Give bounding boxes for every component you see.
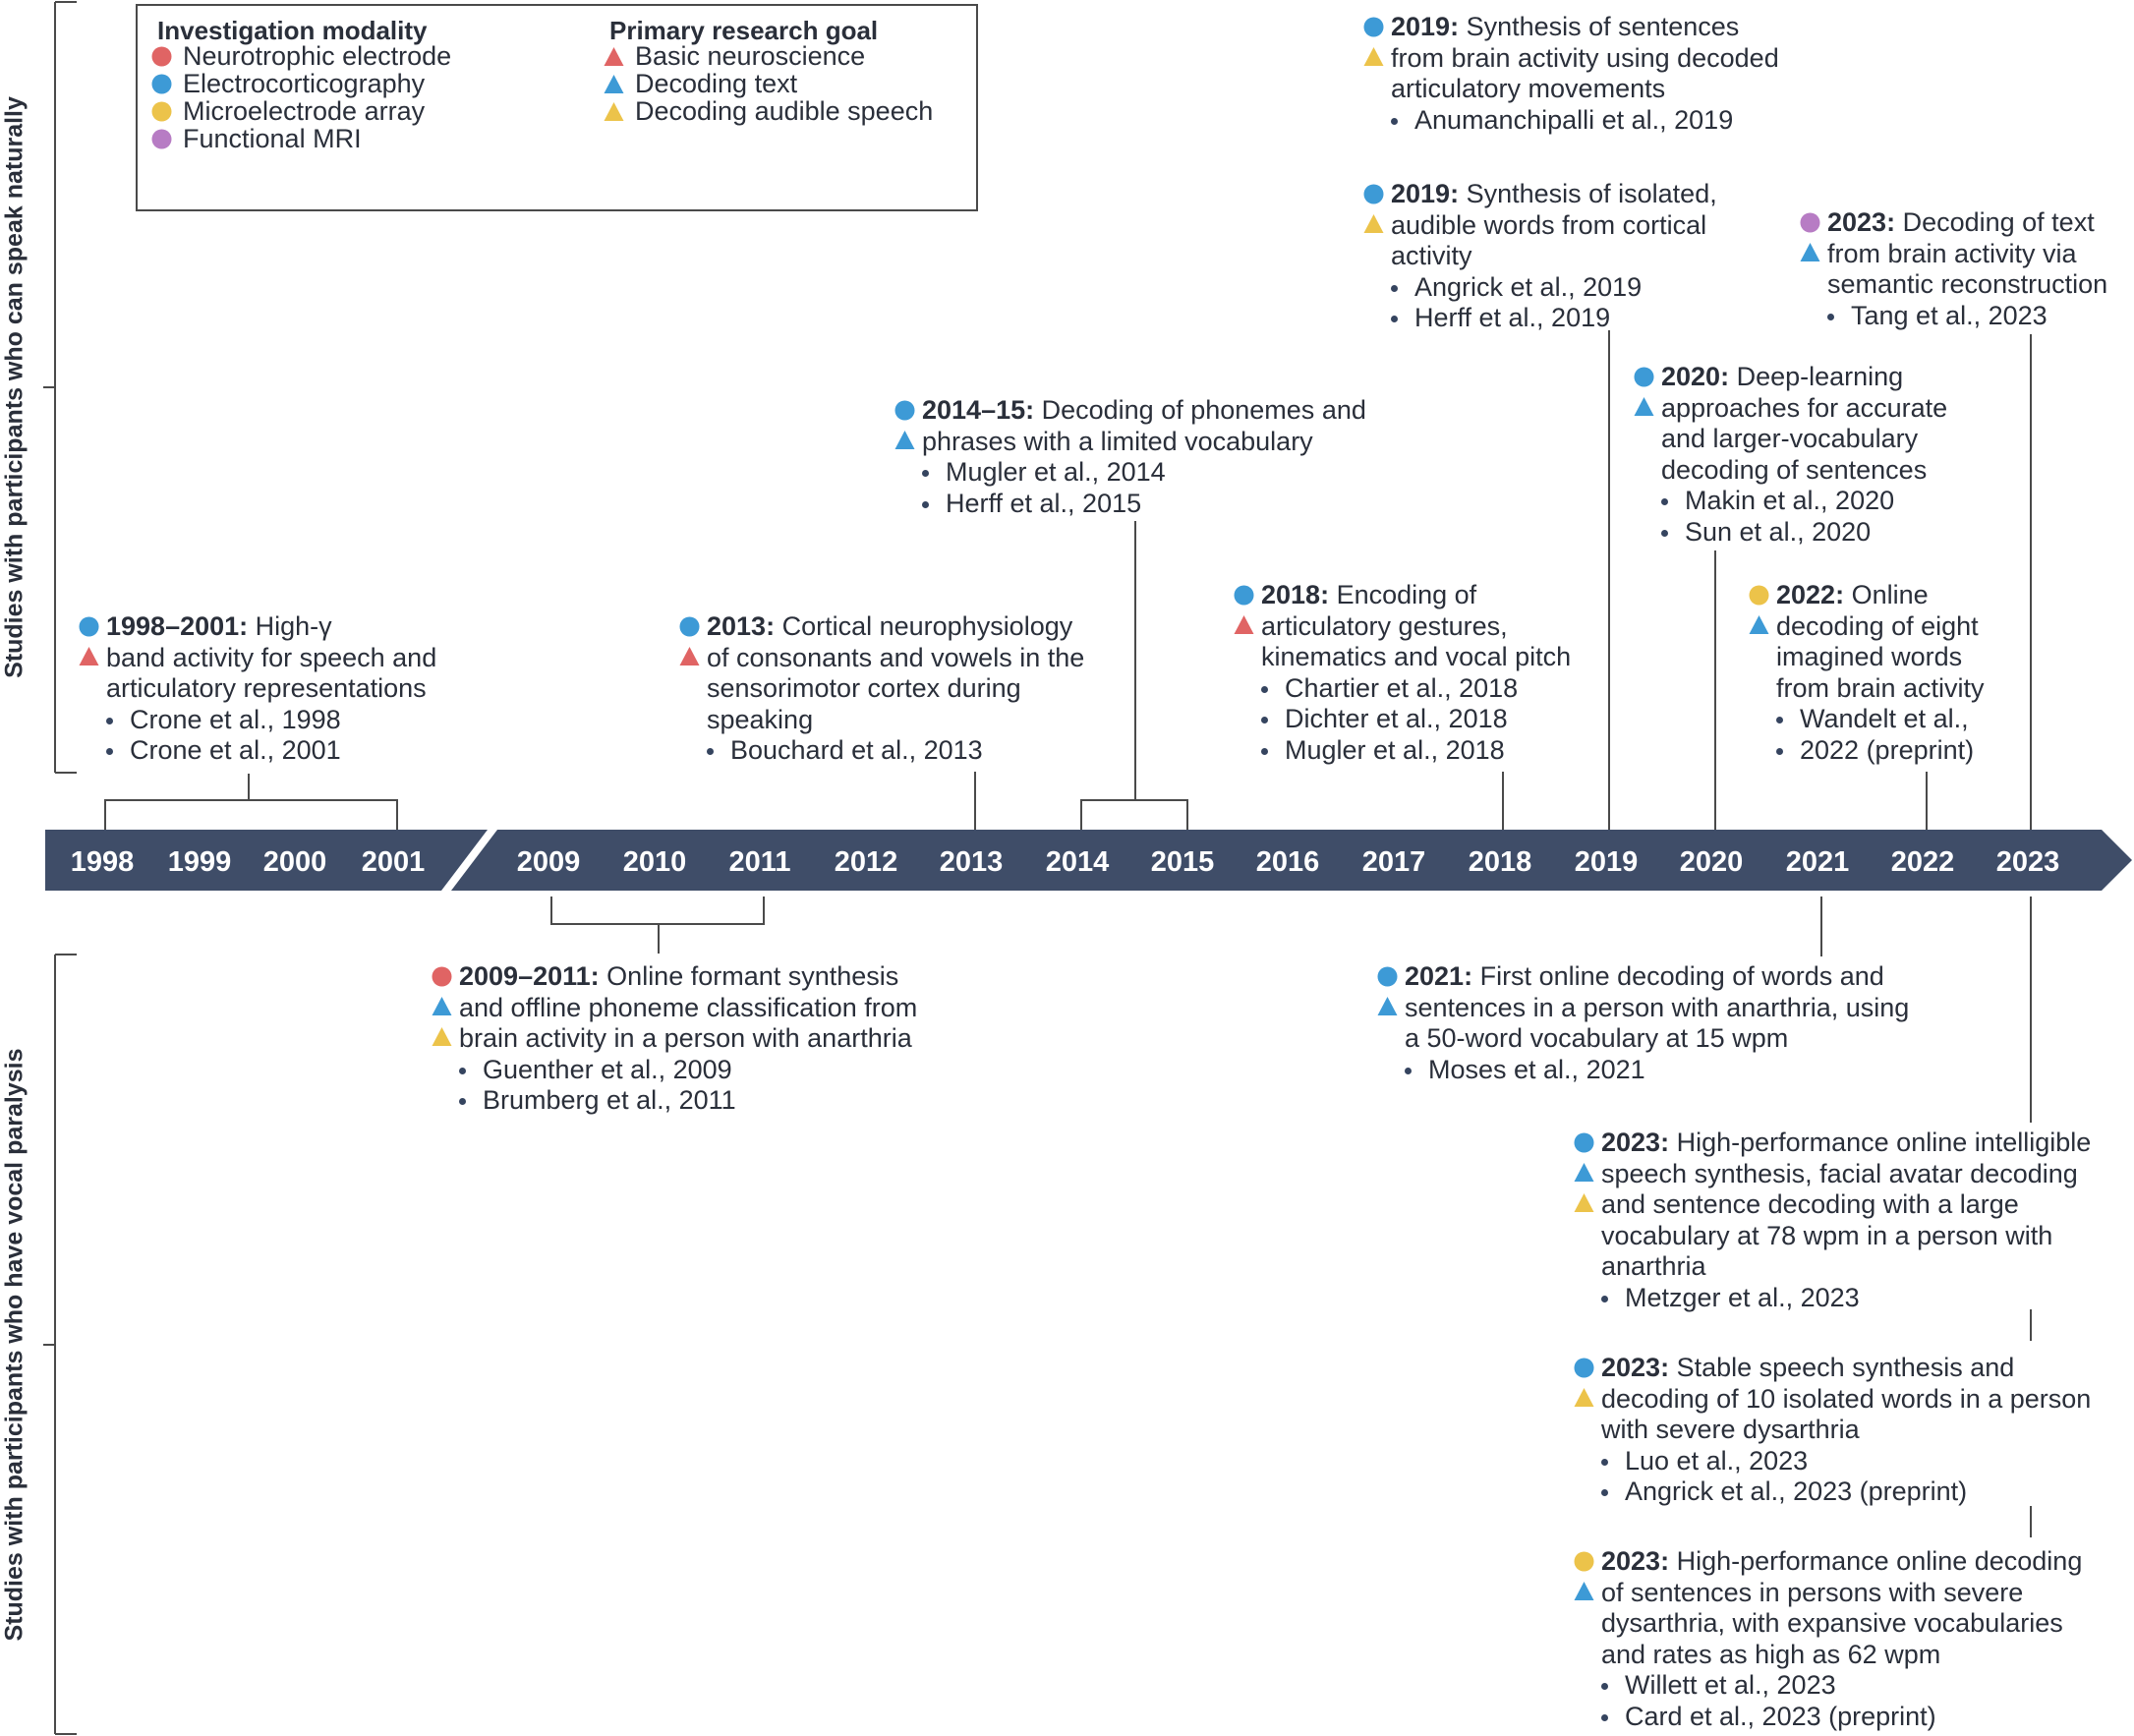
reference-text: Angrick et al., 2023 (preprint) xyxy=(1625,1476,1968,1506)
event-description-line: Stable speech synthesis and xyxy=(1676,1353,2015,1382)
event-description-line: Online xyxy=(1851,580,1929,609)
circle-marker-icon xyxy=(1363,184,1384,204)
year-label-2022: 2022 xyxy=(1890,846,1955,878)
legend-item-label: Neurotrophic electrode xyxy=(183,41,452,71)
connector-1998-2001 xyxy=(105,774,397,830)
event-description-line: articulatory movements xyxy=(1391,74,1666,103)
triangle-marker-icon xyxy=(604,46,624,67)
circle-marker-icon xyxy=(1749,585,1769,606)
circle-marker-icon xyxy=(1574,1132,1594,1153)
triangle-marker-icon xyxy=(1234,614,1254,635)
event-1998-2001 xyxy=(79,611,436,767)
event-description-line: Decoding of phonemes and xyxy=(1041,395,1366,425)
reference-item xyxy=(1749,735,1985,767)
event-year: 2009–2011: xyxy=(459,961,600,991)
year-label-2013: 2013 xyxy=(939,846,1004,878)
event-description-line: Cortical neurophysiology xyxy=(781,611,1073,641)
year-label-2001: 2001 xyxy=(361,846,426,878)
event-year: 2014–15: xyxy=(922,395,1035,425)
circle-marker-icon xyxy=(151,46,172,67)
event-2018 xyxy=(1234,580,1571,766)
event-description-line: phrases with a limited vocabulary xyxy=(922,426,1313,456)
bullet-icon xyxy=(1391,118,1398,125)
bullet-icon xyxy=(922,501,929,508)
reference-text: Chartier et al., 2018 xyxy=(1285,672,1519,703)
circle-marker-icon xyxy=(1574,1551,1594,1572)
bullet-icon xyxy=(922,470,929,477)
event-description-line: and larger-vocabulary xyxy=(1661,424,1919,453)
event-description-line: Encoding of xyxy=(1336,580,1477,609)
event-description-line: semantic reconstruction xyxy=(1827,269,2108,299)
event-2019-sentences xyxy=(1363,12,1779,136)
legend-item xyxy=(151,124,362,154)
triangle-marker-icon xyxy=(432,996,452,1016)
year-label-2015: 2015 xyxy=(1150,846,1215,878)
event-year: 2023: xyxy=(1601,1546,1670,1576)
circle-marker-icon xyxy=(1800,212,1820,233)
reference-item xyxy=(432,1085,917,1117)
reference-text: Guenther et al., 2009 xyxy=(483,1054,732,1084)
reference-item xyxy=(1634,486,1947,517)
event-description-line: and rates as high as 62 wpm xyxy=(1601,1639,1941,1669)
event-description-line: Deep-learning xyxy=(1736,362,1904,391)
year-label-2011: 2011 xyxy=(728,846,791,878)
legend-item xyxy=(604,69,797,99)
bullet-icon xyxy=(1601,1296,1608,1302)
reference-text: Sun et al., 2020 xyxy=(1685,516,1872,547)
event-description-line: speaking xyxy=(707,704,814,734)
bullet-icon xyxy=(1601,1489,1608,1496)
year-label-2009: 2009 xyxy=(516,846,581,878)
event-description-line: articulatory representations xyxy=(106,673,427,703)
event-2009-2011 xyxy=(432,961,917,1117)
event-description-line: decoding of sentences xyxy=(1661,454,1928,485)
bullet-icon xyxy=(106,718,113,724)
event-description-line: High-γ xyxy=(255,611,332,641)
legend-item-label: Decoding audible speech xyxy=(635,96,934,126)
event-description-line: imagined words xyxy=(1776,642,1963,671)
event-description-line: audible words from cortical xyxy=(1391,209,1707,240)
triangle-marker-icon xyxy=(1377,996,1398,1016)
event-description-line: a 50-word vocabulary at 15 wpm xyxy=(1405,1023,1789,1053)
reference-text: Anumanchipalli et al., 2019 xyxy=(1414,104,1734,135)
bullet-icon xyxy=(1776,748,1783,755)
legend-item-label: Decoding text xyxy=(635,69,798,98)
event-description-line: Decoding of text xyxy=(1902,207,2095,237)
legend-item-label: Functional MRI xyxy=(183,124,362,153)
bullet-icon xyxy=(1391,285,1398,292)
event-2014-15 xyxy=(894,395,1366,519)
bullet-icon xyxy=(459,1098,466,1105)
reference-item xyxy=(79,705,436,736)
connector-2014-15 xyxy=(1081,521,1187,830)
event-description-line: anarthria xyxy=(1601,1251,1706,1281)
circle-marker-icon xyxy=(1574,1358,1594,1378)
event-description-line: of consonants and vowels in the xyxy=(707,642,1085,672)
event-year: 2023: xyxy=(1601,1128,1670,1157)
bullet-icon xyxy=(1405,1068,1412,1074)
bullet-icon xyxy=(707,748,714,755)
reference-text: Makin et al., 2020 xyxy=(1685,486,1895,515)
reference-text: Luo et al., 2023 xyxy=(1625,1445,1809,1476)
year-label-2023: 2023 xyxy=(1995,846,2060,878)
triangle-marker-icon xyxy=(894,430,915,450)
reference-text: Moses et al., 2021 xyxy=(1428,1054,1645,1084)
event-2023-speech-synthesis-avatar xyxy=(1574,1128,2091,1313)
triangle-marker-icon xyxy=(604,74,624,94)
reference-item xyxy=(1363,272,1717,304)
event-description-line: Synthesis of isolated, xyxy=(1466,179,1717,208)
event-2019-isolated-words xyxy=(1363,179,1717,334)
event-description-line: articulatory gestures, xyxy=(1261,610,1508,641)
triangle-marker-icon xyxy=(1363,213,1384,234)
bracket-vocal-paralysis xyxy=(43,955,77,1734)
bullet-icon xyxy=(1261,686,1268,693)
event-year: 2023: xyxy=(1601,1353,1670,1382)
legend-item-label: Electrocorticography xyxy=(183,69,426,98)
bullet-icon xyxy=(1601,1459,1608,1466)
circle-marker-icon xyxy=(679,616,700,637)
triangle-marker-icon xyxy=(1574,1192,1594,1213)
event-description-line: First online decoding of words and xyxy=(1479,961,1884,991)
event-description-line: decoding of 10 isolated words in a person xyxy=(1601,1383,2092,1414)
reference-item xyxy=(1234,673,1571,705)
event-2023-stable-synthesis xyxy=(1574,1353,2091,1508)
reference-item xyxy=(1377,1055,1909,1086)
bracket-speak-naturally xyxy=(43,2,77,773)
reference-item xyxy=(1574,1702,2082,1733)
year-label-2016: 2016 xyxy=(1255,846,1320,878)
event-description-line: approaches for accurate xyxy=(1661,392,1948,423)
event-year: 2013: xyxy=(707,611,776,641)
event-2021 xyxy=(1377,961,1909,1085)
event-description-line: High-performance online intelligible xyxy=(1676,1128,2092,1157)
legend-item xyxy=(151,96,425,127)
reference-item xyxy=(432,1055,917,1086)
reference-text: Mugler et al., 2014 xyxy=(946,457,1166,487)
event-description-line: and sentence decoding with a large xyxy=(1601,1189,2019,1219)
reference-item xyxy=(1634,517,1947,549)
reference-item xyxy=(1234,735,1571,767)
reference-item xyxy=(679,735,1084,767)
event-description-line: vocabulary at 78 wpm in a person with xyxy=(1601,1220,2053,1250)
event-description-line: Online formant synthesis xyxy=(606,961,899,991)
event-year: 2021: xyxy=(1405,961,1473,991)
reference-item xyxy=(1749,704,1985,735)
triangle-marker-icon xyxy=(432,1026,452,1047)
reference-item xyxy=(1800,301,2107,332)
circle-marker-icon xyxy=(151,129,172,149)
event-description-line: from brain activity xyxy=(1776,672,1985,703)
triangle-marker-icon xyxy=(1574,1162,1594,1183)
year-label-2014: 2014 xyxy=(1045,846,1110,878)
circle-marker-icon xyxy=(1634,367,1654,387)
triangle-marker-icon xyxy=(79,646,99,666)
year-label-2018: 2018 xyxy=(1468,846,1532,878)
reference-text: Metzger et al., 2023 xyxy=(1625,1282,1860,1312)
legend-item xyxy=(604,41,865,72)
reference-item xyxy=(1574,1283,2091,1314)
circle-marker-icon xyxy=(151,74,172,94)
event-year: 2022: xyxy=(1776,580,1845,609)
year-label-2020: 2020 xyxy=(1679,846,1744,878)
bullet-icon xyxy=(1601,1683,1608,1690)
event-year: 1998–2001: xyxy=(106,611,249,641)
event-2022 xyxy=(1749,580,1985,766)
bullet-icon xyxy=(1261,748,1268,755)
event-description-line: dysarthria, with expansive vocabularies xyxy=(1601,1608,2063,1638)
legend-item xyxy=(151,41,451,72)
event-description-line: sentences in a person with anarthria, using xyxy=(1405,992,1910,1022)
reference-text: Card et al., 2023 (preprint) xyxy=(1625,1701,1936,1731)
event-description-line: of sentences in persons with severe xyxy=(1601,1577,2024,1607)
event-description-line: kinematics and vocal pitch xyxy=(1261,642,1572,671)
legend-item-label: Basic neuroscience xyxy=(635,41,866,71)
year-label-2019: 2019 xyxy=(1574,846,1639,878)
event-description-line: activity xyxy=(1391,241,1472,270)
triangle-marker-icon xyxy=(1749,614,1769,635)
reference-item xyxy=(1363,303,1717,334)
circle-marker-icon xyxy=(1234,585,1254,606)
bullet-icon xyxy=(459,1068,466,1074)
reference-text: Brumberg et al., 2011 xyxy=(483,1085,736,1115)
year-label-2012: 2012 xyxy=(834,846,898,878)
event-description-line: decoding of eight xyxy=(1776,610,1979,641)
event-2023-text-semantic xyxy=(1800,207,2107,331)
year-label-2017: 2017 xyxy=(1361,846,1426,878)
triangle-marker-icon xyxy=(1634,396,1654,417)
triangle-marker-icon xyxy=(1574,1581,1594,1601)
side-label-speak-naturally: Studies with participants who can speak naturally xyxy=(0,96,29,678)
bullet-icon xyxy=(1827,314,1834,320)
year-label-2000: 2000 xyxy=(262,846,327,878)
reference-text: Herff et al., 2015 xyxy=(946,488,1142,518)
bullet-icon xyxy=(1776,717,1783,723)
triangle-marker-icon xyxy=(1800,242,1820,262)
legend-goal-title: Primary research goal xyxy=(609,16,879,45)
event-description-line: Synthesis of sentences xyxy=(1466,12,1740,41)
event-description-line: High-performance online decoding xyxy=(1676,1546,2083,1576)
legend-item xyxy=(604,96,933,127)
reference-text: Willett et al., 2023 xyxy=(1625,1670,1836,1700)
connector-2009-2011 xyxy=(551,897,764,954)
triangle-marker-icon xyxy=(1363,46,1384,67)
bullet-icon xyxy=(106,748,113,755)
reference-text: Dichter et al., 2018 xyxy=(1285,704,1508,733)
reference-text: Wandelt et al., xyxy=(1800,704,1969,733)
circle-marker-icon xyxy=(151,101,172,122)
reference-text: Mugler et al., 2018 xyxy=(1285,734,1505,765)
reference-text: Crone et al., 2001 xyxy=(130,735,341,765)
event-description-line: sensorimotor cortex during xyxy=(707,673,1021,703)
legend-item-label: Microelectrode array xyxy=(183,96,426,126)
event-description-line: band activity for speech and xyxy=(106,642,437,672)
event-2013 xyxy=(679,611,1084,767)
legend xyxy=(136,4,978,211)
event-description-line: from brain activity via xyxy=(1827,238,2077,268)
reference-item xyxy=(79,735,436,767)
bullet-icon xyxy=(1391,316,1398,322)
side-label-vocal-paralysis: Studies with participants who have vocal paralysis xyxy=(0,1048,29,1642)
bullet-icon xyxy=(1661,498,1668,505)
event-description-line: with severe dysarthria xyxy=(1601,1415,1860,1444)
reference-text: Angrick et al., 2019 xyxy=(1414,271,1643,302)
circle-marker-icon xyxy=(432,966,452,987)
bullet-icon xyxy=(1261,717,1268,723)
triangle-marker-icon xyxy=(679,646,700,666)
reference-item xyxy=(894,457,1366,489)
year-label-1998: 1998 xyxy=(70,846,135,878)
reference-item xyxy=(1363,105,1779,137)
circle-marker-icon xyxy=(1363,17,1384,37)
reference-text: 2022 (preprint) xyxy=(1800,734,1975,765)
bullet-icon xyxy=(1601,1714,1608,1721)
circle-marker-icon xyxy=(79,616,99,637)
triangle-marker-icon xyxy=(604,101,624,122)
circle-marker-icon xyxy=(1377,966,1398,987)
bullet-icon xyxy=(1661,530,1668,537)
legend-item xyxy=(151,69,425,99)
year-label-2021: 2021 xyxy=(1785,846,1850,878)
circle-marker-icon xyxy=(894,400,915,421)
reference-item xyxy=(1574,1476,2091,1508)
event-description-line: from brain activity using decoded xyxy=(1391,42,1779,73)
reference-text: Bouchard et al., 2013 xyxy=(730,735,983,765)
reference-text: Crone et al., 1998 xyxy=(130,704,341,734)
reference-item xyxy=(1574,1670,2082,1702)
legend-modality-title: Investigation modality xyxy=(157,16,428,45)
event-year: 2018: xyxy=(1261,580,1330,609)
event-year: 2023: xyxy=(1827,207,1896,237)
reference-item xyxy=(894,489,1366,520)
year-label-2010: 2010 xyxy=(622,846,687,878)
reference-item xyxy=(1234,704,1571,735)
event-description-line: speech synthesis, facial avatar decoding xyxy=(1601,1158,2078,1188)
event-year: 2020: xyxy=(1661,362,1730,391)
event-year: 2019: xyxy=(1391,179,1460,208)
event-year: 2019: xyxy=(1391,12,1460,41)
event-2023-sentence-decoding xyxy=(1574,1546,2082,1732)
year-label-1999: 1999 xyxy=(167,846,232,878)
triangle-marker-icon xyxy=(1574,1387,1594,1408)
reference-text: Herff et al., 2019 xyxy=(1414,303,1611,332)
reference-item xyxy=(1574,1446,2091,1477)
event-description-line: brain activity in a person with anarthria xyxy=(459,1023,912,1053)
reference-text: Tang et al., 2023 xyxy=(1851,300,2047,330)
event-description-line: and offline phoneme classification from xyxy=(459,992,918,1022)
event-2020 xyxy=(1634,362,1947,548)
